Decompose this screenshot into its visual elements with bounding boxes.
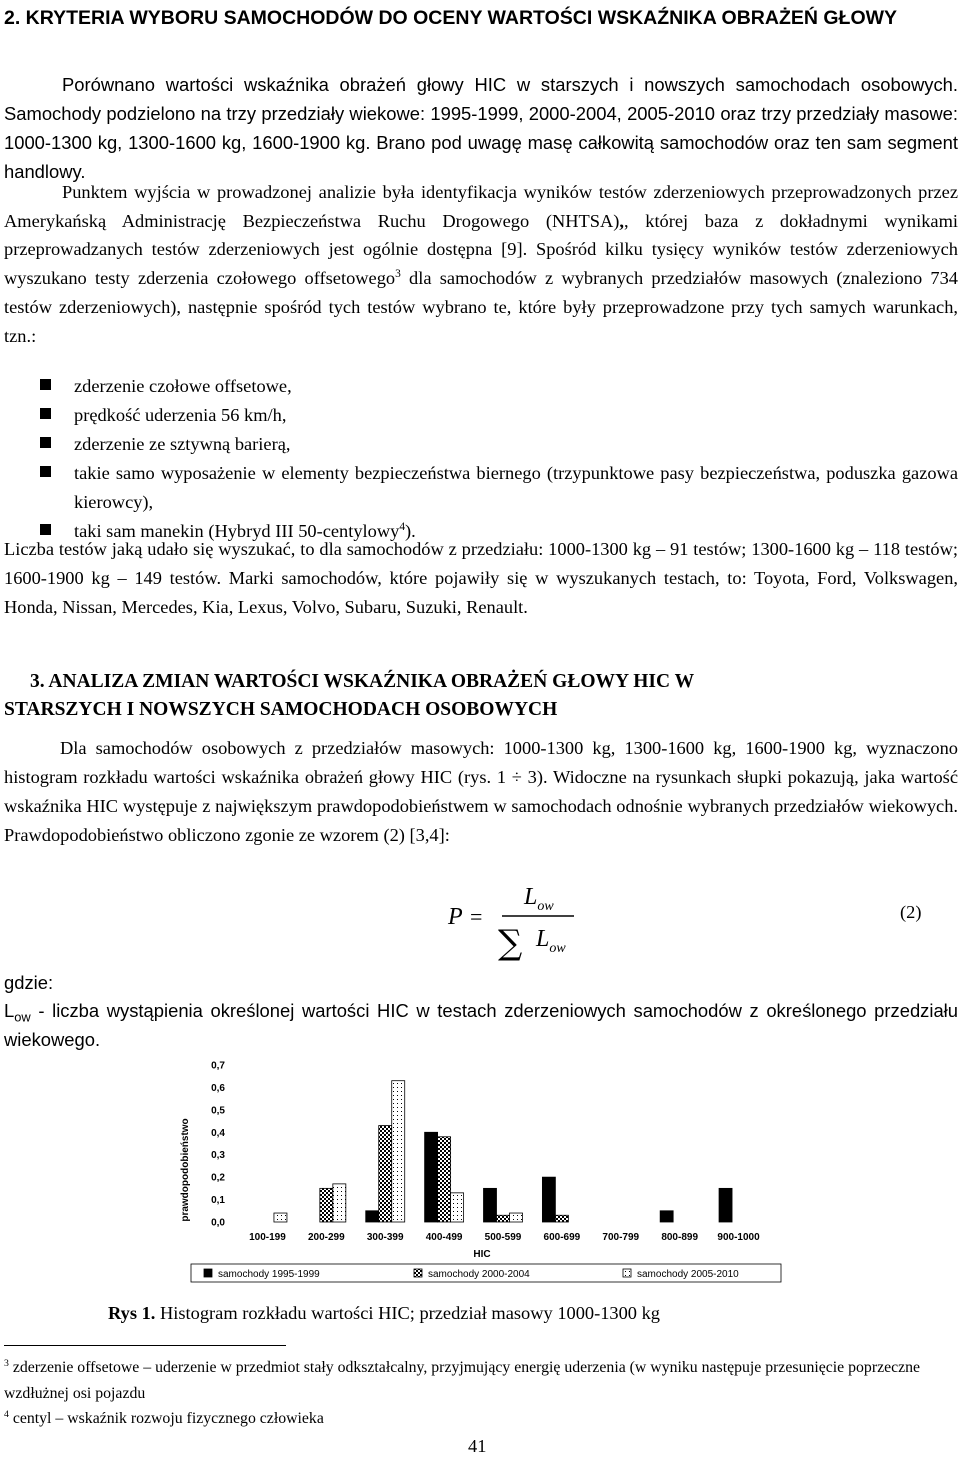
- list-item: [0, 430, 958, 459]
- section-3-heading-line-2: STARSZYCH I NOWSZYCH SAMOCHODACH OSOBOWYCH: [4, 699, 558, 720]
- bar-series-1-300-399: [366, 1211, 379, 1222]
- paragraph-text-part-b-bold-comma: ,: [619, 210, 624, 231]
- x-tick-label: 800-899: [661, 1232, 699, 1243]
- legend-label-1: samochody 1995-1999: [218, 1269, 320, 1280]
- y-tick-label: 0,7: [211, 1060, 225, 1072]
- legend: [204, 1269, 739, 1280]
- y-tick-label: 0,6: [211, 1082, 225, 1094]
- x-tick-label: 100-199: [249, 1232, 286, 1243]
- definition-symbol-subscript: ow: [14, 1009, 31, 1025]
- bar-series-2-600-699: [555, 1215, 568, 1222]
- list-item-text: prędkość uderzenia 56 km/h,: [74, 405, 287, 425]
- footnote-4: [4, 1406, 958, 1432]
- bar-series-3-200-299: [333, 1184, 346, 1222]
- section-2-paragraph-1: [4, 70, 958, 186]
- bar-series-1-400-499: [425, 1132, 438, 1222]
- footnote-3-mark: 3: [4, 1358, 9, 1370]
- footnote-3: [4, 1355, 958, 1407]
- legend-swatch-2: [414, 1269, 422, 1277]
- list-item-text: takie samo wyposażenie w elementy bezpieczeństwa biernego (trzypunktowe pasy bezpieczeństwa, poduszka gazowa kierowcy),: [74, 463, 958, 512]
- formula-numerator-subscript: ow: [537, 899, 554, 914]
- x-tick-label: 500-599: [484, 1232, 522, 1243]
- list-item: [0, 401, 958, 430]
- footnote-separator: [4, 1345, 286, 1346]
- paragraph-text: Porównano wartości wskaźnika obrażeń głowy HIC w starszych i nowszych samochodach osobowych. Samochody podzielono na trzy przedziały wiekowe: 1995-1999, 2000-2004, 2005-2010 oraz trzy przedziały masowe: 1000-1300 kg, 1300-1600 kg, 1600-1900 kg. Brano pod uwagę masę całkowitą samochodów oraz ten sam segment handlowy.: [4, 74, 958, 182]
- legend-swatch-3: [623, 1269, 631, 1277]
- y-tick-label: 0,5: [211, 1105, 225, 1117]
- square-bullet-icon: [40, 379, 51, 390]
- x-tick-label: 300-399: [366, 1232, 404, 1243]
- square-bullet-icon: [40, 437, 51, 448]
- paragraph-indent: [4, 182, 62, 202]
- x-tick-label: 600-699: [543, 1232, 581, 1243]
- footnote-4-text: centyl – wskaźnik rozwoju fizycznego człowieka: [8, 1410, 324, 1427]
- section-2-heading: 2. KRYTERIA WYBORU SAMOCHODÓW DO OCENY WARTOŚCI WSKAŹNIKA OBRAŻEŃ GŁOWY: [4, 7, 898, 29]
- definition-text: - liczba wystąpienia określonej wartości HIC w testach zderzeniowych samochodów z określonego przedziału wiekowego.: [4, 1000, 958, 1050]
- list-item: [0, 459, 958, 517]
- footnote-4-mark: 4: [4, 1409, 9, 1421]
- y-tick-label: 0,1: [211, 1195, 225, 1207]
- y-tick-labels: [211, 1061, 225, 1229]
- bar-series-3-500-599: [510, 1213, 523, 1222]
- conditions-list: [0, 372, 958, 546]
- x-axis-label: HIC: [473, 1249, 491, 1260]
- paragraph-text-part-a: Punktem wyjścia w prowadzonej analizie była identyfikacja wyników testów zderzeniowych przeprowadzonych przez Amerykańską Administrację Bezpieczeństwa Ruchu Drogowego (NHTSA): [4, 182, 958, 231]
- equation-number: (2): [900, 902, 922, 922]
- section-3-heading-line-1: 3. ANALIZA ZMIAN WARTOŚCI WSKAŹNIKA OBRAŻEŃ GŁOWY HIC W: [30, 671, 695, 692]
- list-item-text: zderzenie czołowe offsetowe,: [74, 376, 292, 396]
- bar-series-2-400-499: [438, 1137, 451, 1222]
- section-3-heading: [4, 668, 954, 724]
- bar-series-1-500-599: [484, 1188, 497, 1222]
- formula-lhs: P: [448, 904, 463, 930]
- section-2-paragraph-2: [4, 178, 958, 350]
- bar-series-3-100-199: [274, 1213, 287, 1222]
- x-tick-label: 400-499: [425, 1232, 463, 1243]
- formula-numerator-symbol: L: [524, 884, 538, 910]
- bar-series-2-300-399: [379, 1126, 392, 1222]
- paragraph-text: Dla samochodów osobowych z przedziałów masowych: 1000-1300 kg, 1300-1600 kg, 1600-1900 kg, wyznaczono histogram rozkładu wartości wskaźnika obrażeń głowy HIC (rys. 1 ÷ 3). Widoczne na rysunkach słupki pokazują, jaka wartość wskaźnika HIC występuje z największym prawdopodobieństwem w samochodach odnośnie wybranych przedziałów wiekowych. Prawdopodobieństwo obliczono zgonie ze wzorem (2) [3,4]:: [4, 738, 958, 845]
- paragraph-indent: [4, 74, 62, 95]
- footnote-ref-4: 4: [399, 521, 406, 534]
- bars: [274, 1081, 732, 1222]
- square-bullet-icon: [40, 408, 51, 419]
- bar-series-1-800-899: [660, 1211, 673, 1222]
- list-item-text-end: ).: [405, 521, 416, 541]
- footnote-3-text: zderzenie offsetowe – uderzenie w przedmiot stały odkształcalny, przyjmujący energię uderzenia (w wyniku następuje przesunięcie poprzeczne wzdłużnej osi pojazdu: [4, 1359, 921, 1402]
- bar-series-2-200-299: [320, 1188, 333, 1222]
- paragraph-text-part-b: , której baza z dokładnymi wynikami przeprowadzanych testów zderzeniowych jest ogólnie dostępna [9]. Spośród kilku tysięcy wyników testów zderzeniowych wyszukano testy zderzenia czołowego offsetowego: [4, 210, 958, 289]
- section-2-paragraph-3: Liczba testów jaką udało się wyszukać, to dla samochodów z przedziału: 1000-1300 kg – 91 testów; 1300-1600 kg – 118 testów; 1600-1900 kg – 149 testów. Marki samochodów, które pojawiły się w wyszukanych testach, to: Toyota, Ford, Volkswagen, Honda, Nissan, Mercedes, Kia, Lexus, Volvo, Subaru, Suzuki, Renault.: [4, 539, 958, 617]
- legend-swatch-1: [204, 1269, 212, 1277]
- bar-series-1-600-699: [542, 1177, 555, 1222]
- hic-histogram-chart: [168, 1050, 782, 1284]
- formula-denominator: [535, 926, 566, 956]
- formula-denominator-symbol: L: [536, 926, 550, 952]
- bar-series-3-300-399: [392, 1081, 405, 1222]
- list-item: [0, 372, 958, 401]
- square-bullet-icon: [40, 466, 51, 477]
- legend-label-2: samochody 2000-2004: [428, 1269, 530, 1280]
- square-bullet-icon: [40, 524, 51, 535]
- formula-equals: =: [470, 904, 483, 929]
- bar-series-3-400-499: [451, 1193, 464, 1222]
- y-tick-label: 0,2: [211, 1172, 225, 1184]
- figure-caption: [108, 1303, 660, 1324]
- y-tick-label: 0,0: [211, 1217, 225, 1229]
- formula-sum-sign: ∑: [498, 923, 523, 962]
- bar-series-1-900-1000: [719, 1188, 732, 1222]
- list-item-text: taki sam manekin (Hybryd III 50-centylowy: [74, 521, 400, 541]
- paragraph-indent: [4, 738, 60, 758]
- definition-symbol: L: [4, 1000, 15, 1021]
- legend-label-3: samochody 2005-2010: [637, 1269, 739, 1280]
- x-tick-label: 200-299: [307, 1232, 345, 1243]
- bar-series-2-500-599: [497, 1215, 510, 1222]
- y-axis-label: prawdopodobieństwo: [180, 1118, 191, 1222]
- formula-numerator: [523, 884, 554, 914]
- probability-formula: [440, 882, 680, 962]
- where-label: gdzie:: [4, 972, 54, 993]
- x-tick-label: 900-1000: [717, 1232, 760, 1243]
- page-number: 41: [468, 1436, 487, 1456]
- x-tick-labels: [249, 1232, 760, 1243]
- figure-caption-label: Rys 1.: [108, 1303, 156, 1323]
- figure-caption-text: Histogram rozkładu wartości HIC; przedział masowy 1000-1300 kg: [155, 1303, 660, 1323]
- x-tick-label: 700-799: [602, 1232, 640, 1243]
- section-3-paragraph-1: [4, 734, 958, 850]
- paragraph-text-part-c: dla samochodów z wybranych przedziałów masowych (znaleziono 734 testów zderzeniowych), następnie spośród tych testów wybrano te, które były przeprowadzone przy tych samych warunkach, tzn.:: [4, 268, 958, 346]
- formula-denominator-subscript: ow: [549, 941, 566, 956]
- footnote-ref-3: 3: [395, 268, 401, 281]
- y-tick-label: 0,3: [211, 1150, 225, 1162]
- symbol-definition: [4, 996, 958, 1054]
- list-item-text: zderzenie ze sztywną barierą,: [74, 434, 291, 454]
- y-tick-label: 0,4: [211, 1127, 225, 1139]
